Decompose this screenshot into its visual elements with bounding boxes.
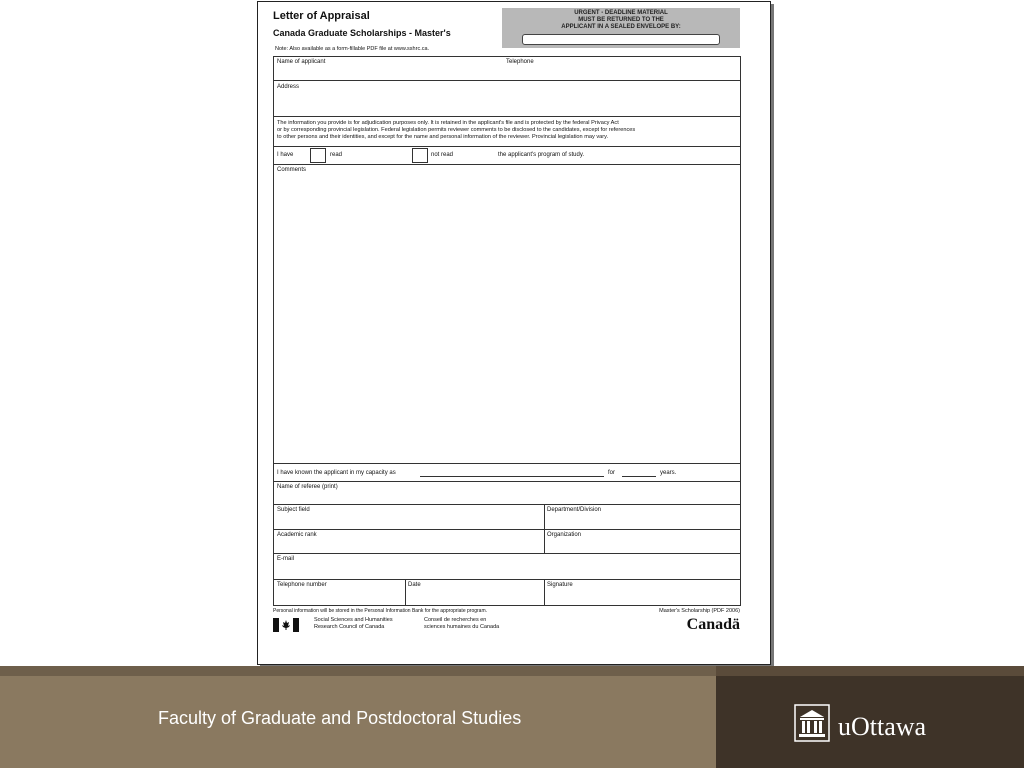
subject-row: [274, 505, 740, 530]
form-title: Letter of Appraisal: [273, 10, 370, 22]
privacy-line-3: to other persons and their identities, and except for the name and personal information of the reviewer. Provincial legislation may vary.: [277, 134, 609, 140]
uottawa-logo-text: uOttawa: [838, 712, 927, 741]
rank-row: [274, 530, 740, 554]
form-version: Master's Scholarship (PDF 2006): [659, 608, 740, 614]
council-fr-line-1: Conseil de recherches en: [424, 617, 487, 623]
read-label: read: [330, 152, 343, 158]
date-divider: [544, 580, 545, 605]
email-label: E-mail: [277, 556, 295, 562]
personal-info-note: Personal information will be stored in the Personal Information Bank for the appropriate program.: [273, 608, 488, 614]
urgent-line-1: URGENT - DEADLINE MATERIAL: [574, 10, 668, 16]
rank-divider: [544, 530, 545, 553]
read-checkbox[interactable]: [310, 148, 326, 163]
uottawa-brand-block: [716, 676, 1024, 768]
telephone-number-label: Telephone number: [277, 582, 327, 588]
privacy-row: [274, 117, 740, 147]
telephone-label: Telephone: [506, 59, 534, 65]
referee-name-row[interactable]: [274, 482, 740, 505]
brand-top-stripe: [716, 666, 1024, 676]
signature-label: Signature: [547, 582, 573, 588]
comments-label: Comments: [277, 167, 307, 173]
applicant-name-label: Name of applicant: [277, 59, 326, 65]
academic-rank-label: Academic rank: [277, 532, 317, 538]
read-program-row: [274, 147, 740, 165]
form-note: Note: Also available as a form-fillable PDF file at www.sshrc.ca.: [275, 46, 430, 52]
privacy-line-2: or by corresponding provincial legislation. Federal legislation permits reviewer comments to be disclosed to the candidates, except for references: [277, 127, 636, 133]
date-label: Date: [408, 582, 421, 588]
building-icon: [794, 704, 830, 742]
for-label: for: [608, 470, 616, 476]
urgent-line-2: MUST BE RETURNED TO THE: [578, 17, 664, 23]
form-subtitle: Canada Graduate Scholarships - Master's: [273, 28, 451, 38]
capacity-row: [274, 464, 740, 482]
comments-row[interactable]: [274, 165, 740, 464]
council-fr-line-2: sciences humaines du Canada: [424, 624, 500, 630]
applicant-name-row[interactable]: [274, 57, 740, 81]
address-row[interactable]: [274, 81, 740, 117]
email-row[interactable]: [274, 554, 740, 580]
council-en-line-2: Research Council of Canada: [314, 624, 385, 630]
faculty-title: Faculty of Graduate and Postdoctoral Studies: [158, 708, 522, 728]
applicant-section: [273, 56, 741, 606]
i-have-label: I have: [277, 152, 294, 158]
years-label: years.: [660, 470, 677, 476]
appraisal-form-page: [257, 1, 771, 665]
privacy-line-1: The information you provide is for adjudication purposes only. It is retained in the applicant's file and is protected by the federal Privacy Act: [277, 120, 619, 126]
subject-divider: [544, 505, 545, 529]
canada-flag-icon: [273, 618, 299, 632]
signature-row: [274, 580, 740, 606]
footer-top-stripe: [0, 666, 716, 676]
sshrc-english-name: [314, 617, 393, 631]
canada-wordmark: Canadä: [686, 616, 740, 633]
capacity-input-line[interactable]: [420, 476, 604, 477]
referee-name-label: Name of referee (print): [277, 484, 338, 490]
phone-divider: [405, 580, 406, 605]
urgent-line-3: APPLICANT IN A SEALED ENVELOPE BY:: [561, 24, 681, 30]
years-input-line[interactable]: [622, 476, 656, 477]
urgent-deadline-box: [502, 8, 740, 48]
department-label: Department/Division: [547, 507, 602, 513]
not-read-checkbox[interactable]: [412, 148, 428, 163]
sshrc-french-name: [424, 617, 499, 631]
subject-field-label: Subject field: [277, 507, 310, 513]
slide-footer-bar: [0, 676, 716, 768]
organization-label: Organization: [547, 532, 582, 538]
privacy-statement: [277, 120, 635, 141]
address-label: Address: [277, 84, 300, 90]
capacity-label: I have known the applicant in my capacity as: [277, 470, 396, 476]
program-label: the applicant's program of study.: [498, 152, 585, 158]
council-en-line-1: Social Sciences and Humanities: [314, 617, 393, 623]
deadline-date-field[interactable]: [522, 34, 720, 45]
not-read-label: not read: [431, 152, 454, 158]
